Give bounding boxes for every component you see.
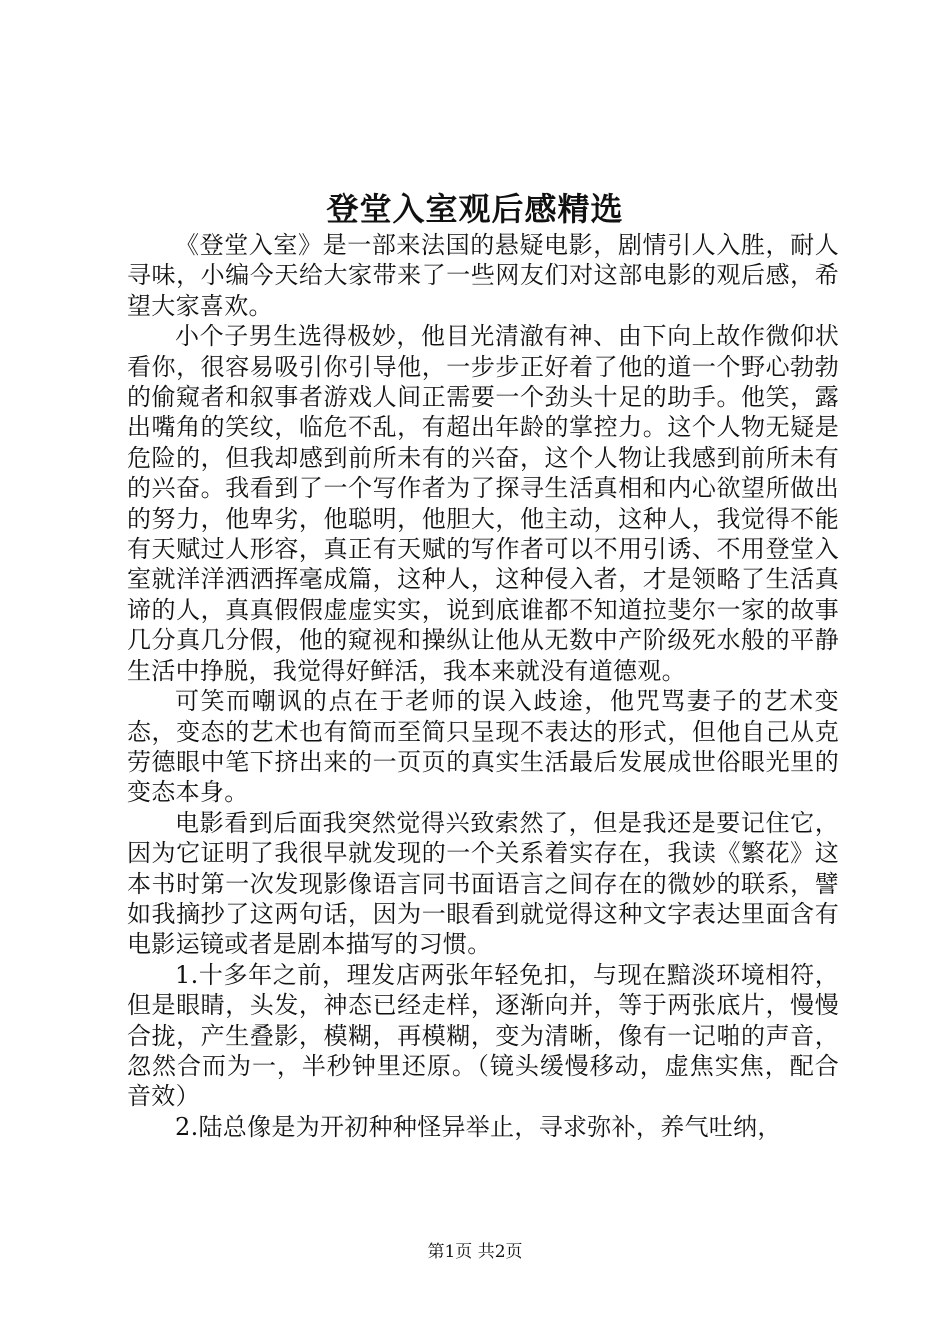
document-title: 登堂入室观后感精选 (326, 190, 624, 228)
paragraph-character: 小个子男生选得极妙，他目光清澈有神、由下向上故作微仰状看你，很容易吸引你引导他，一步步正好着了他的道一个野心勃勃的偷窥者和叙事者游戏人间正需要一个劲头十足的助手。他笑，露出嘴角的笑纹，临危不乱，有超出年龄的掌控力。这个人物无疑是危险的，但我却感到前所未有的兴奋，这个人物让我感到前所未有的兴奋。我看到了一个写作者为了探寻生活真相和内心欲望所做出的努力，他卑劣，他聪明，他胆大，他主动，这种人，我觉得不能有天赋过人形容，真正有天赋的写作者可以不用引诱、不用登堂入室就洋洋洒洒挥毫成篇，这种人，这种侵入者，才是领略了生活真谛的人，真真假假虚虚实实，说到底谁都不知道拉斐尔一家的故事几分真几分假，他的窥视和操纵让他从无数中产阶级死水般的平静生活中挣脱，我觉得好鲜活，我本来就没有道德观。 (127, 322, 839, 685)
paragraph-quote-2: 2.陆总像是为开初种种怪异举止，寻求弥补，养气吐纳， (175, 1112, 782, 1141)
paragraph-quote-1: 1.十多年之前，理发店两张年轻免扣，与现在黯淡环境相符，但是眼睛，头发，神态已经走样，逐渐向并，等于两张底片，慢慢合拢，产生叠影，模糊，再模糊，变为清晰，像有一记啪的声音，忽然合而为一，半秒钟里还原。（镜头缓慢移动，虚焦实焦，配合音效） (127, 960, 839, 1111)
paragraph-intro: 《登堂入室》是一部来法国的悬疑电影，剧情引人入胜，耐人寻味，小编今天给大家带来了一些网友们对这部电影的观后感，希望大家喜欢。 (127, 231, 839, 320)
paragraph-fanhua: 电影看到后面我突然觉得兴致索然了，但是我还是要记住它，因为它证明了我很早就发现的一个关系着实存在，我读《繁花》这本书时第一次发现影像语言同书面语言之间存在的微妙的联系，譬如我摘抄了这两句话，因为一眼看到就觉得这种文字表达里面含有电影运镜或者是剧本描写的习惯。 (127, 808, 839, 959)
page-number-footer: 第1页 共2页 (427, 1242, 523, 1262)
document-body (127, 230, 839, 1142)
paragraph-irony: 可笑而嘲讽的点在于老师的误入歧途，他咒骂妻子的艺术变态，变态的艺术也有简而至简只呈现不表达的形式，但他自己从克劳德眼中笔下挤出来的一页页的真实生活最后发展成世俗眼光里的变态本身。 (127, 687, 839, 807)
